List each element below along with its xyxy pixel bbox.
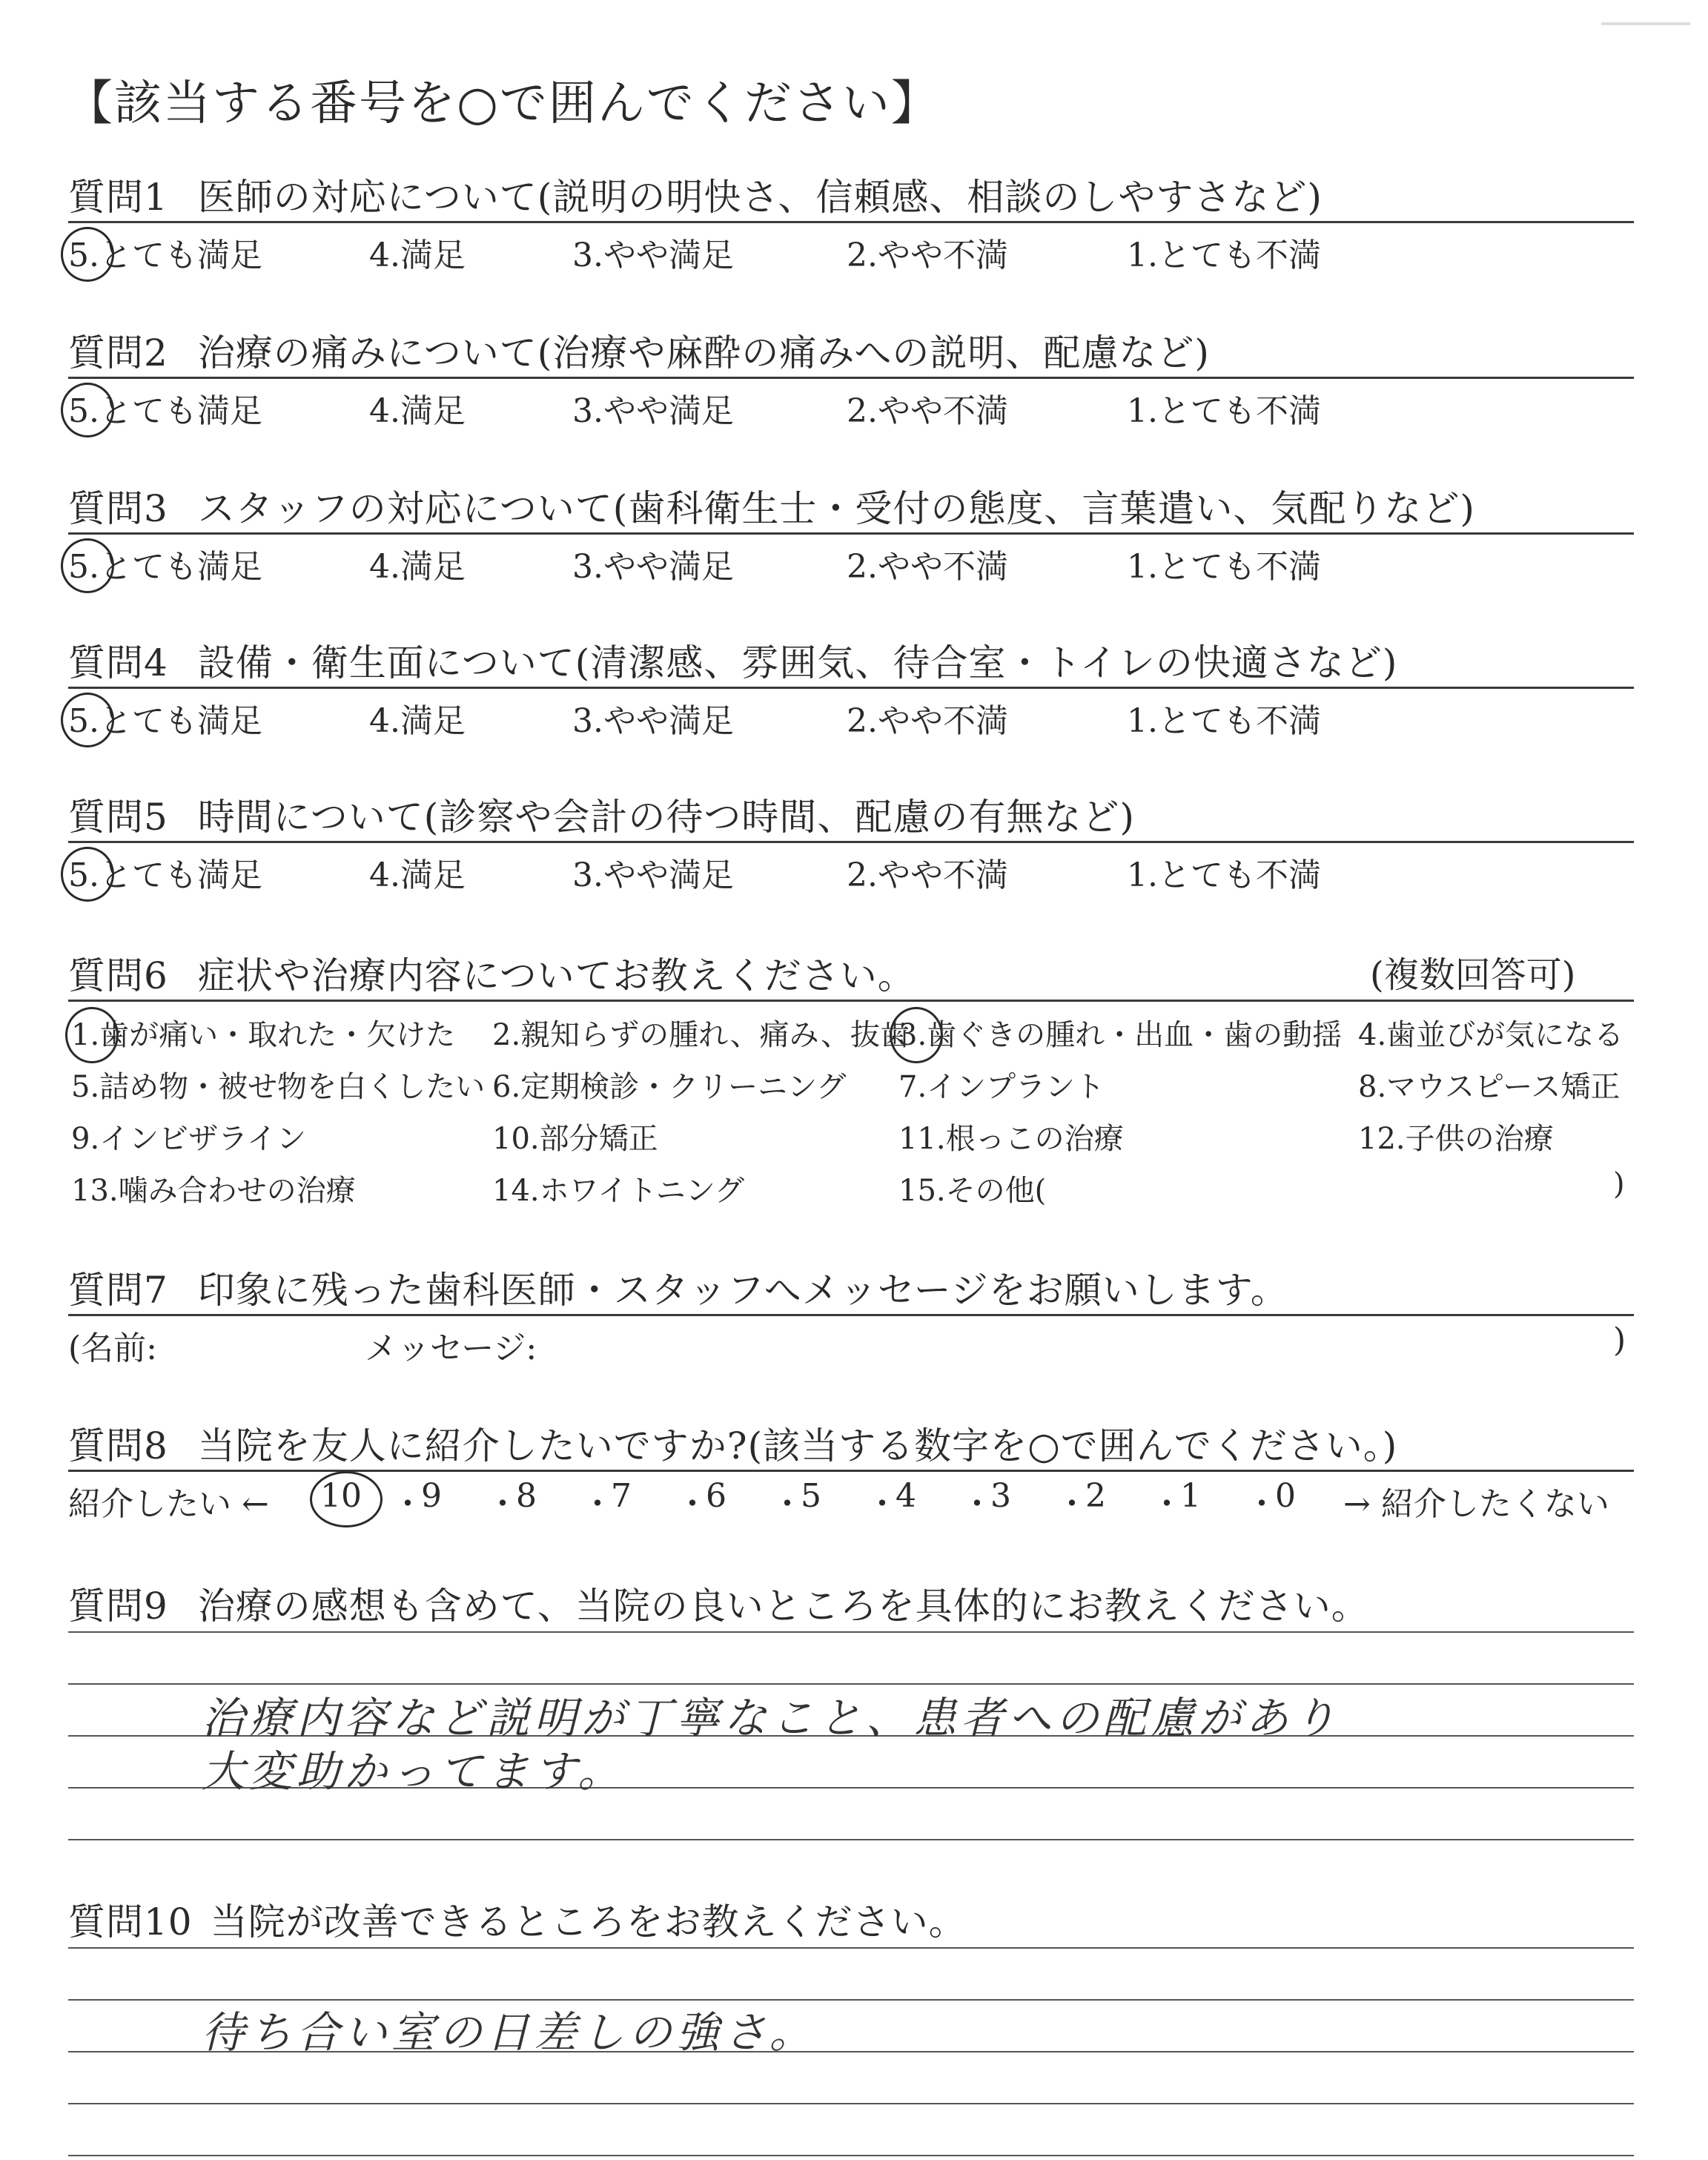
q6-option-14[interactable]: 14.ホワイトニング bbox=[492, 1174, 745, 1208]
q7-rule bbox=[68, 1314, 1634, 1316]
q8-scale-5[interactable]: 5 bbox=[801, 1477, 821, 1515]
q8-scale-2[interactable]: 2 bbox=[1085, 1477, 1106, 1515]
q8-scale-separator: ・ bbox=[391, 1485, 424, 1523]
q3-number: 質問3 bbox=[68, 487, 168, 530]
q7-message-label: メッセージ: bbox=[365, 1330, 537, 1367]
scan-edge-mark bbox=[1601, 22, 1690, 25]
q4-heading bbox=[68, 633, 1397, 687]
q4-option-2[interactable]: 2.やや不満 bbox=[847, 702, 1008, 740]
q5-number: 質問5 bbox=[68, 796, 168, 839]
q5-option-4[interactable]: 4.満足 bbox=[369, 856, 466, 894]
q6-option-11[interactable]: 11.根っこの治療 bbox=[898, 1122, 1124, 1156]
q3-text: スタッフの対応について(歯科衛生士・受付の態度、言葉遣い、気配りなど) bbox=[197, 487, 1475, 530]
q9-line-1 bbox=[68, 1631, 1634, 1633]
q8-scale-separator: ・ bbox=[486, 1485, 519, 1523]
q8-scale-7[interactable]: 7 bbox=[611, 1477, 632, 1515]
q8-scale-4[interactable]: 4 bbox=[896, 1477, 916, 1515]
q7-name-label: (名前: bbox=[68, 1330, 157, 1367]
q1-selection-circle bbox=[61, 227, 114, 282]
q6-option-3[interactable]: 3.歯ぐきの腫れ・出血・歯の動揺 bbox=[898, 1018, 1343, 1052]
q6-option-5[interactable]: 5.詰め物・被せ物を白くしたい bbox=[71, 1070, 486, 1104]
q2-selection-circle bbox=[61, 383, 114, 437]
q8-rule bbox=[68, 1470, 1634, 1472]
q8-scale-separator: ・ bbox=[771, 1485, 804, 1523]
q4-option-5[interactable]: 5.とても満足 bbox=[68, 702, 262, 740]
q10-line-1 bbox=[68, 1947, 1634, 1949]
q7-close-paren: ) bbox=[1613, 1321, 1626, 1359]
q1-number: 質問1 bbox=[68, 176, 168, 219]
q8-scale-1[interactable]: 1 bbox=[1180, 1477, 1201, 1515]
q6-option-6[interactable]: 6.定期検診・クリーニング bbox=[492, 1070, 847, 1104]
q7-number: 質問7 bbox=[68, 1269, 168, 1312]
q8-scale-8[interactable]: 8 bbox=[516, 1477, 537, 1515]
q6-text: 症状や治療内容についてお教えください。 bbox=[197, 954, 916, 997]
q6-selection-circle-1 bbox=[65, 1007, 119, 1063]
q6-option-7[interactable]: 7.インプラント bbox=[898, 1070, 1105, 1104]
q6-option-10[interactable]: 10.部分矯正 bbox=[492, 1122, 658, 1156]
q8-scale-6[interactable]: 6 bbox=[706, 1477, 726, 1515]
q6-option-8[interactable]: 8.マウスピース矯正 bbox=[1358, 1070, 1621, 1104]
page-title: 【該当する番号を○で囲んでください】 bbox=[65, 76, 940, 131]
q1-option-4[interactable]: 4.満足 bbox=[369, 237, 466, 274]
q9-heading bbox=[68, 1576, 1369, 1630]
q10-text: 当院が改善できるところをお教えください。 bbox=[210, 1900, 967, 1943]
q8-scale-9[interactable]: 9 bbox=[421, 1477, 442, 1515]
q4-selection-circle bbox=[61, 693, 114, 747]
q9-answer-line-1: 治療内容など説明が丁寧なこと、患者への配慮があり bbox=[202, 1693, 1341, 1743]
q9-line-5 bbox=[68, 1839, 1634, 1840]
q6-option-4[interactable]: 4.歯並びが気になる bbox=[1358, 1018, 1624, 1052]
q5-text: 時間について(診察や会計の待つ時間、配慮の有無など) bbox=[197, 796, 1135, 839]
q6-number: 質問6 bbox=[68, 954, 168, 997]
q1-option-1[interactable]: 1.とても不満 bbox=[1127, 237, 1321, 274]
q2-number: 質問2 bbox=[68, 331, 168, 374]
q6-option-15[interactable]: 15.その他( bbox=[898, 1174, 1047, 1208]
q8-scale-separator: ・ bbox=[1151, 1485, 1183, 1523]
q8-scale-separator: ・ bbox=[581, 1485, 614, 1523]
q6-other-close-paren: ) bbox=[1613, 1167, 1625, 1201]
q3-option-4[interactable]: 4.満足 bbox=[369, 548, 466, 586]
q1-rule bbox=[68, 221, 1634, 223]
q9-text: 治療の感想も含めて、当院の良いところを具体的にお教えください。 bbox=[197, 1585, 1369, 1628]
q4-text: 設備・衛生面について(清潔感、雰囲気、待合室・トイレの快適さなど) bbox=[197, 641, 1398, 684]
q1-option-5[interactable]: 5.とても満足 bbox=[68, 237, 262, 274]
q6-option-12[interactable]: 12.子供の治療 bbox=[1358, 1122, 1554, 1156]
q2-option-4[interactable]: 4.満足 bbox=[369, 392, 466, 430]
q5-selection-circle bbox=[61, 847, 114, 902]
q10-line-4 bbox=[68, 2103, 1634, 2104]
q8-text: 当院を友人に紹介したいですか?(該当する数字を○で囲んでください。) bbox=[197, 1424, 1398, 1467]
q9-number: 質問9 bbox=[68, 1585, 168, 1628]
q2-option-3[interactable]: 3.やや満足 bbox=[572, 392, 734, 430]
q2-heading bbox=[68, 323, 1210, 377]
q8-left-label: 紹介したい ← bbox=[68, 1485, 269, 1523]
q1-option-2[interactable]: 2.やや不満 bbox=[847, 237, 1008, 274]
q3-option-5[interactable]: 5.とても満足 bbox=[68, 548, 262, 586]
q8-right-label: → 紹介したくない bbox=[1343, 1485, 1609, 1523]
q5-option-1[interactable]: 1.とても不満 bbox=[1127, 856, 1321, 894]
q8-number: 質問8 bbox=[68, 1424, 168, 1467]
q6-rule bbox=[68, 1000, 1634, 1002]
q6-option-1[interactable]: 1.歯が痛い・取れた・欠けた bbox=[71, 1018, 456, 1052]
q5-option-2[interactable]: 2.やや不満 bbox=[847, 856, 1008, 894]
q3-rule bbox=[68, 532, 1634, 535]
q2-option-2[interactable]: 2.やや不満 bbox=[847, 392, 1008, 430]
q4-number: 質問4 bbox=[68, 641, 168, 684]
q1-text: 医師の対応について(説明の明快さ、信頼感、相談のしやすさなど) bbox=[197, 176, 1323, 219]
q7-text: 印象に残った歯科医師・スタッフへメッセージをお願いします。 bbox=[197, 1269, 1288, 1312]
q8-scale-separator: ・ bbox=[1245, 1485, 1278, 1523]
q8-scale-separator: ・ bbox=[961, 1485, 993, 1523]
q8-heading bbox=[68, 1416, 1397, 1470]
q3-option-2[interactable]: 2.やや不満 bbox=[847, 548, 1008, 586]
q2-option-5[interactable]: 5.とても満足 bbox=[68, 392, 262, 430]
q1-option-3[interactable]: 3.やや満足 bbox=[572, 237, 734, 274]
q7-heading bbox=[68, 1261, 1288, 1314]
q4-option-3[interactable]: 3.やや満足 bbox=[572, 702, 734, 740]
q10-heading bbox=[68, 1892, 967, 1946]
q4-option-1[interactable]: 1.とても不満 bbox=[1127, 702, 1321, 740]
q10-number: 質問10 bbox=[68, 1900, 193, 1943]
q5-rule bbox=[68, 841, 1634, 843]
q9-answer-line-2: 大変助かってます。 bbox=[202, 1746, 626, 1797]
q8-selection-circle bbox=[310, 1471, 383, 1527]
q3-heading bbox=[68, 479, 1475, 532]
q2-rule bbox=[68, 377, 1634, 379]
q1-heading bbox=[68, 168, 1323, 221]
q3-option-3[interactable]: 3.やや満足 bbox=[572, 548, 734, 586]
q5-option-5[interactable]: 5.とても満足 bbox=[68, 856, 262, 894]
q6-option-2[interactable]: 2.親知らずの腫れ、痛み、抜歯 bbox=[492, 1018, 910, 1052]
q2-option-1[interactable]: 1.とても不満 bbox=[1127, 392, 1321, 430]
q5-heading bbox=[68, 787, 1135, 841]
q4-rule bbox=[68, 687, 1634, 689]
q8-scale-separator: ・ bbox=[866, 1485, 898, 1523]
q2-text: 治療の痛みについて(治療や麻酔の痛みへの説明、配慮など) bbox=[197, 331, 1210, 374]
q8-scale-separator: ・ bbox=[1056, 1485, 1088, 1523]
q6-note: (複数回答可) bbox=[1370, 954, 1576, 996]
q6-heading bbox=[68, 946, 916, 1000]
q10-line-5 bbox=[68, 2155, 1634, 2156]
q6-option-13[interactable]: 13.噛み合わせの治療 bbox=[71, 1174, 356, 1208]
q5-option-3[interactable]: 3.やや満足 bbox=[572, 856, 734, 894]
q8-scale-3[interactable]: 3 bbox=[990, 1477, 1011, 1515]
q4-option-4[interactable]: 4.満足 bbox=[369, 702, 466, 740]
q8-scale-10[interactable]: 10 bbox=[320, 1477, 362, 1515]
q8-scale-separator: ・ bbox=[676, 1485, 709, 1523]
q3-selection-circle bbox=[61, 538, 114, 593]
q8-scale-0[interactable]: 0 bbox=[1275, 1477, 1296, 1515]
q6-option-9[interactable]: 9.インビザライン bbox=[71, 1122, 306, 1156]
q6-selection-circle-3 bbox=[890, 1007, 943, 1063]
q10-answer-line-1: 待ち合い室の日差しの強さ。 bbox=[202, 2007, 817, 2058]
q3-option-1[interactable]: 1.とても不満 bbox=[1127, 548, 1321, 586]
